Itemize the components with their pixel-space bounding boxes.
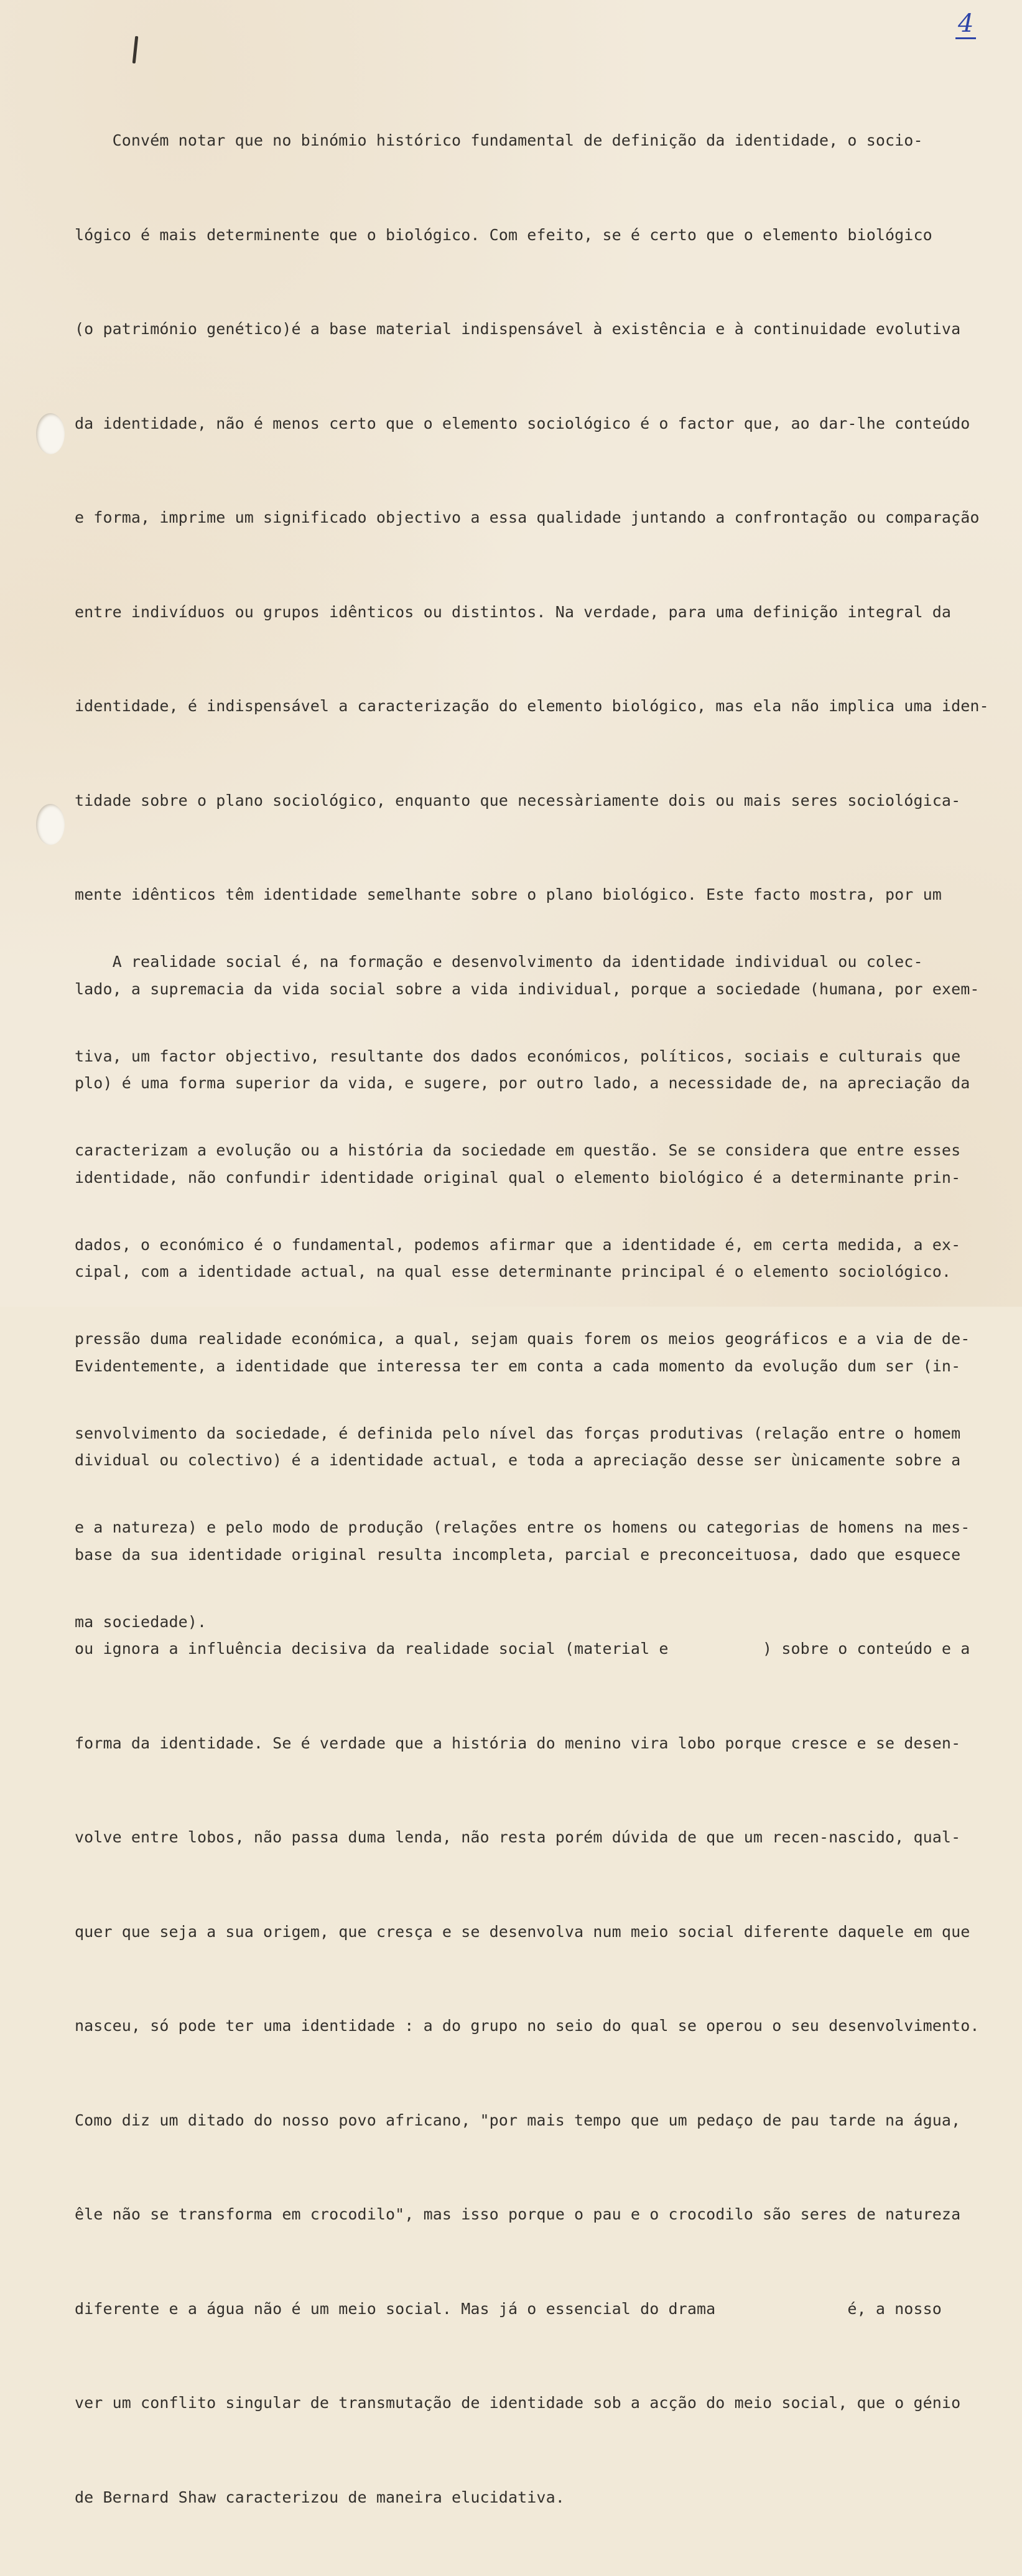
text-line: nasceu, só pode ter uma identidade : a do grupo no seio do qual se operou o seu desenvolvimento. [75, 2017, 980, 2035]
text-line: senvolvimento da sociedade, é definida pelo nível das forças produtivas (relação entre o homem [75, 1424, 961, 1442]
text-line: e forma, imprime um significado objectivo a essa qualidade juntando a confrontação ou comparação [75, 508, 980, 526]
text-line: identidade, não confundir identidade original qual o elemento biológico é a determinante prin- [75, 1168, 961, 1187]
text-line: Evidentemente, a identidade que interessa ter em conta a cada momento da evolução dum ser (in- [75, 1356, 961, 1375]
text-line: da identidade, não é menos certo que o elemento sociológico é o factor que, ao dar-lhe conteúdo [75, 414, 970, 432]
paragraph-2 [75, 884, 1017, 1701]
text-line: (o património genético)é a base material indispensável à existência e à continuidade evolutiva [75, 320, 961, 338]
text-line: lógico é mais determinente que o biológico. Com efeito, se é certo que o elemento biológico [75, 225, 932, 244]
text-line: mente idênticos têm identidade semelhante sobre o plano biológico. Este facto mostra, por um [75, 885, 942, 903]
punch-hole [36, 413, 65, 454]
text-line: lado, a supremacia da vida social sobre a vida individual, porque a sociedade (humana, por exem- [75, 979, 980, 998]
text-line: diferente e a água não é um meio social. Mas já o essencial do drama é, a nosso [75, 2299, 942, 2318]
text-line: cipal, com a identidade actual, na qual esse determinante principal é o elemento sociológico. [75, 1262, 952, 1281]
punch-hole [36, 804, 65, 845]
text-line: volve entre lobos, não passa duma lenda, não resta porém dúvida de que um recen-nascido, qual- [75, 1828, 961, 1846]
text-line: ou ignora a influência decisiva da realidade social (material e ) sobre o conteúdo e a [75, 1640, 970, 1658]
text-line: de Bernard Shaw caracterizou de maneira elucidativa. [75, 2488, 565, 2506]
text-line: ver um conflito singular de transmutação de identidade sob a acção do meio social, que o génio [75, 2394, 961, 2412]
text-line: plo) é uma forma superior da vida, e sugere, por outro lado, a necessidade de, na apreciação da [75, 1074, 970, 1092]
text-line: ma sociedade). [75, 1612, 207, 1631]
text-line: caracterizam a evolução ou a história da sociedade em questão. Se se considera que entre esses [75, 1141, 961, 1159]
text-line: Como diz um ditado do nosso povo africano, "por mais tempo que um pedaço de pau tarde na água, [75, 2111, 961, 2129]
text-line: Convém notar que no binómio histórico fundamental de definição da identidade, o socio- [75, 131, 923, 149]
text-line: quer que seja a sua origem, que cresça e se desenvolva num meio social diferente daquele em que [75, 1922, 970, 1941]
text-line: êle não se transforma em crocodilo", mas isso porque o pau e o crocodilo são seres de natureza [75, 2205, 961, 2223]
text-line: dados, o económico é o fundamental, podemos afirmar que a identidade é, em certa medida, a ex- [75, 1235, 961, 1254]
text-line: e a natureza) e pelo modo de produção (relações entre os homens ou categorias de homens na mes- [75, 1518, 970, 1536]
text-line: A realidade social é, na formação e desenvolvimento da identidade individual ou colec- [75, 953, 923, 971]
text-line: base da sua identidade original resulta incompleta, parcial e preconceituosa, dado que esquece [75, 1545, 961, 1564]
text-line: forma da identidade. Se é verdade que a história do menino vira lobo porque cresce e se desen- [75, 1734, 961, 1752]
page-number: 4 [955, 11, 976, 39]
text-line: entre indivíduos ou grupos idênticos ou distintos. Na verdade, para uma definição integral da [75, 602, 952, 621]
text-line: pressão duma realidade económica, a qual, sejam quais forem os meios geográficos e a via de de- [75, 1330, 970, 1348]
text-line: tidade sobre o plano sociológico, enquanto que necessàriamente dois ou mais seres sociológica- [75, 791, 961, 810]
pen-mark [132, 36, 139, 63]
text-line: tiva, um factor objectivo, resultante dos dados económicos, políticos, sociais e culturais que [75, 1047, 961, 1065]
text-line: identidade, é indispensável a caracterização do elemento biológico, mas ela não implica uma iden- [75, 697, 989, 715]
text-line: dividual ou colectivo) é a identidade actual, e toda a apreciação desse ser ùnicamente sobre a [75, 1451, 961, 1469]
